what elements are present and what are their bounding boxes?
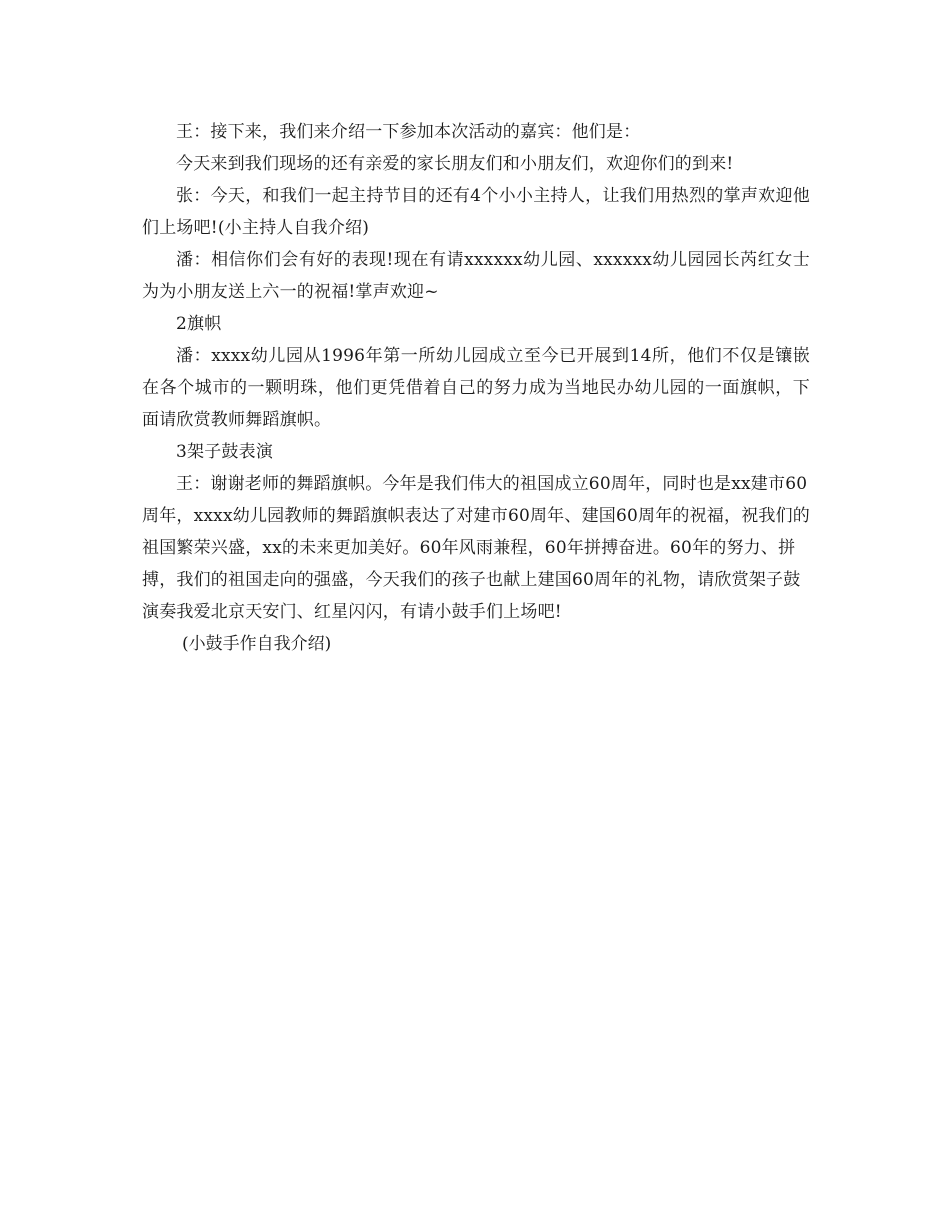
section-heading-flag: 2旗帜 [176,314,222,334]
document-body [142,116,810,660]
paragraph-principal-greeting: 潘：相信你们会有好的表现!现在有请xxxxxx幼儿园、xxxxxx幼儿园园长芮红女士为为小朋友送上六一的祝福!掌声欢迎~ [142,250,810,302]
paragraph-young-hosts: 张：今天，和我们一起主持节目的还有4个小小主持人，让我们用热烈的掌声欢迎他们上场吧!(小主持人自我介绍) [142,186,810,238]
paragraph-guests-intro: 王：接下来，我们来介绍一下参加本次活动的嘉宾：他们是： [176,122,641,142]
paragraph-flag-dance: 潘：xxxx幼儿园从1996年第一所幼儿园成立至今已开展到14所，他们不仅是镶嵌在各个城市的一颗明珠，他们更凭借着自己的努力成为当地民办幼儿园的一面旗帜，下面请欣赏教师舞蹈旗帜。 [142,346,810,430]
paragraph-drummer-intro: (小鼓手作自我介绍) [182,634,332,654]
paragraph-drum-performance: 王：谢谢老师的舞蹈旗帜。今年是我们伟大的祖国成立60周年，同时也是xx建市60周年，xxxx幼儿园教师的舞蹈旗帜表达了对建市60周年、建国60周年的祝福，祝我们的祖国繁荣兴盛，xx的未来更加美好。60年风雨兼程，60年拼搏奋进。60年的努力、拼搏，我们的祖国走向的强盛，今天我们的孩子也献上建国60周年的礼物，请欣赏架子鼓演奏我爱北京天安门、红星闪闪，有请小鼓手们上场吧! [142,474,811,622]
paragraph-welcome-parents: 今天来到我们现场的还有亲爱的家长朋友们和小朋友们，欢迎你们的到来! [176,154,734,174]
section-heading-drum: 3架子鼓表演 [176,442,274,462]
